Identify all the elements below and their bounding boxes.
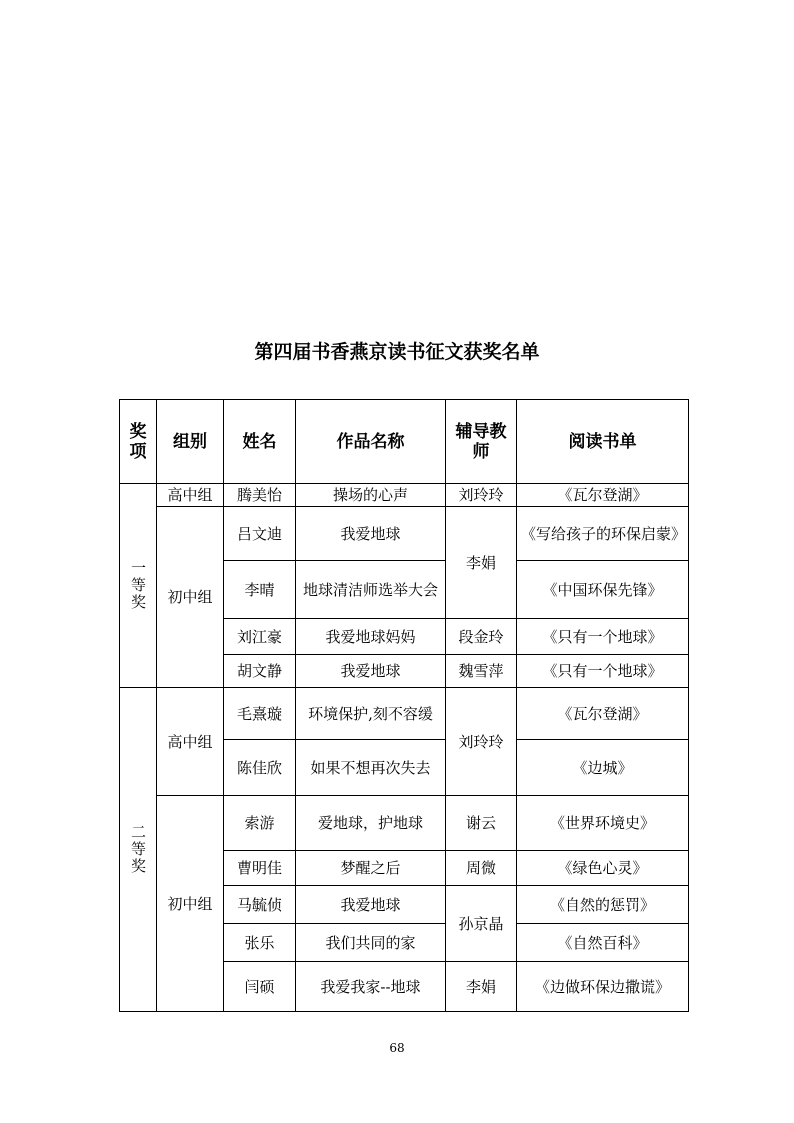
name-cell: 索游 [224, 796, 296, 851]
name-cell: 李晴 [224, 561, 296, 619]
book-cell: 《只有一个地球》 [517, 619, 689, 655]
teacher-cell: 魏雪萍 [446, 655, 517, 688]
work-cell: 如果不想再次失去 [296, 740, 446, 796]
header-book: 阅读书单 [517, 400, 689, 484]
group-cell: 初中组 [157, 796, 224, 1012]
header-teacher: 辅导教 师 [446, 400, 517, 484]
award-first-label: 一等奖 [129, 560, 147, 611]
award-table [119, 399, 689, 1012]
award-second-label: 二等奖 [129, 824, 147, 875]
header-award: 奖 项 [120, 400, 157, 484]
name-cell: 腾美怡 [224, 484, 296, 507]
work-cell: 操场的心声 [296, 484, 446, 507]
name-cell: 吕文迪 [224, 507, 296, 561]
teacher-cell: 李娟 [446, 507, 517, 619]
name-cell: 曹明佳 [224, 851, 296, 886]
name-cell: 张乐 [224, 924, 296, 962]
work-cell: 地球清洁师选举大会 [296, 561, 446, 619]
teacher-cell: 李娟 [446, 962, 517, 1012]
book-cell: 《绿色心灵》 [517, 851, 689, 886]
book-cell: 《瓦尔登湖》 [517, 484, 689, 507]
work-cell: 环境保护,刻不容缓 [296, 688, 446, 740]
award-second-cell [120, 688, 157, 1012]
name-cell: 刘江豪 [224, 619, 296, 655]
name-cell: 闫硕 [224, 962, 296, 1012]
teacher-cell: 刘玲玲 [446, 688, 517, 796]
name-cell: 马毓侦 [224, 886, 296, 924]
award-first-cell [120, 484, 157, 688]
book-cell: 《瓦尔登湖》 [517, 688, 689, 740]
work-cell: 我爱地球 [296, 655, 446, 688]
table-header-row [120, 400, 689, 484]
teacher-cell: 孙京晶 [446, 886, 517, 962]
group-cell: 初中组 [157, 507, 224, 688]
book-cell: 《世界环境史》 [517, 796, 689, 851]
page-title: 第四届书香燕京读书征文获奖名单 [254, 341, 540, 363]
page-number: 68 [389, 1041, 405, 1055]
book-cell: 《只有一个地球》 [517, 655, 689, 688]
name-cell: 毛熹璇 [224, 688, 296, 740]
book-cell: 《中国环保先锋》 [517, 561, 689, 619]
work-cell: 爱地球，护地球 [296, 796, 446, 851]
book-cell: 《自然百科》 [517, 924, 689, 962]
work-cell: 我爱我家--地球 [296, 962, 446, 1012]
book-cell: 《写给孩子的环保启蒙》 [517, 507, 689, 561]
book-cell: 《自然的惩罚》 [517, 886, 689, 924]
book-cell: 《边做环保边撒谎》 [517, 962, 689, 1012]
teacher-cell: 刘玲玲 [446, 484, 517, 507]
table-row [120, 796, 689, 851]
table-row [120, 484, 689, 507]
work-cell: 我爱地球 [296, 507, 446, 561]
table-row [120, 507, 689, 561]
work-cell: 我爱地球妈妈 [296, 619, 446, 655]
table-row [120, 688, 689, 740]
group-cell: 高中组 [157, 688, 224, 796]
book-cell: 《边城》 [517, 740, 689, 796]
teacher-cell: 周微 [446, 851, 517, 886]
header-group: 组别 [157, 400, 224, 484]
work-cell: 我爱地球 [296, 886, 446, 924]
name-cell: 胡文静 [224, 655, 296, 688]
work-cell: 梦醒之后 [296, 851, 446, 886]
header-work: 作品名称 [296, 400, 446, 484]
teacher-cell: 段金玲 [446, 619, 517, 655]
work-cell: 我们共同的家 [296, 924, 446, 962]
header-name: 姓名 [224, 400, 296, 484]
name-cell: 陈佳欣 [224, 740, 296, 796]
teacher-cell: 谢云 [446, 796, 517, 851]
group-cell: 高中组 [157, 484, 224, 507]
